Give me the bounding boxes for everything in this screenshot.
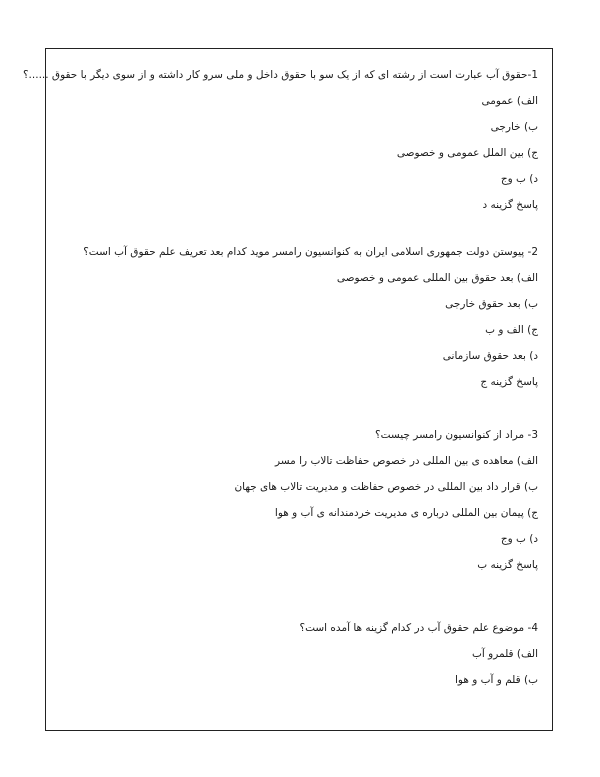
option-c: ج) بین الملل عمومی و خصوصی bbox=[396, 147, 538, 159]
option-d: د) ب وج bbox=[500, 533, 538, 545]
question-text: 1-حقوق آب عبارت است از رشته ای که از یک سو با حقوق داخل و ملی سرو کار داشته و از سوی دیگر با حقوق ......؟ bbox=[22, 69, 538, 81]
answer-line: پاسخ گزینه ج bbox=[480, 376, 538, 388]
question-text: 3- مراد از کنوانسیون رامسر چیست؟ bbox=[375, 429, 538, 441]
question-text: 4- موضوع علم حقوق آب در کدام گزینه ها آمده است؟ bbox=[299, 622, 538, 634]
option-c: ج) الف و ب bbox=[485, 324, 538, 336]
document-body bbox=[22, 68, 538, 699]
answer-line: پاسخ گزینه ب bbox=[477, 559, 538, 571]
question-3 bbox=[46, 428, 538, 572]
option-a: الف) قلمرو آب bbox=[472, 648, 538, 660]
option-a: الف) عمومی bbox=[481, 95, 538, 107]
option-b: ب) قرار داد بین المللی در خصوص حفاظت و مدیریت تالاب های جهان bbox=[234, 481, 538, 493]
question-2 bbox=[46, 245, 538, 389]
option-b: ب) بعد حقوق خارجی bbox=[445, 298, 538, 310]
option-d: د) ب وج bbox=[500, 173, 538, 185]
question-4 bbox=[46, 621, 538, 687]
option-a: الف) بعد حقوق بین المللی عمومی و خصوصی bbox=[336, 272, 538, 284]
option-d: د) بعد حقوق سازمانی bbox=[442, 350, 538, 362]
option-b: ب) خارجی bbox=[490, 121, 538, 133]
answer-line: پاسخ گزینه د bbox=[482, 199, 538, 211]
question-text: 2- پیوستن دولت جمهوری اسلامی ایران به کنوانسیون رامسر موید کدام بعد تعریف علم حقوق آب است؟ bbox=[83, 246, 538, 258]
option-a: الف) معاهده ی بین المللی در خصوص حفاظت تالاب را مسر bbox=[275, 455, 538, 467]
option-b: ب) قلم و آب و هوا bbox=[455, 674, 538, 686]
option-c: ج) پیمان بین المللی درباره ی مدیریت خردمندانه ی آب و هوا bbox=[274, 507, 538, 519]
question-1 bbox=[22, 68, 538, 212]
